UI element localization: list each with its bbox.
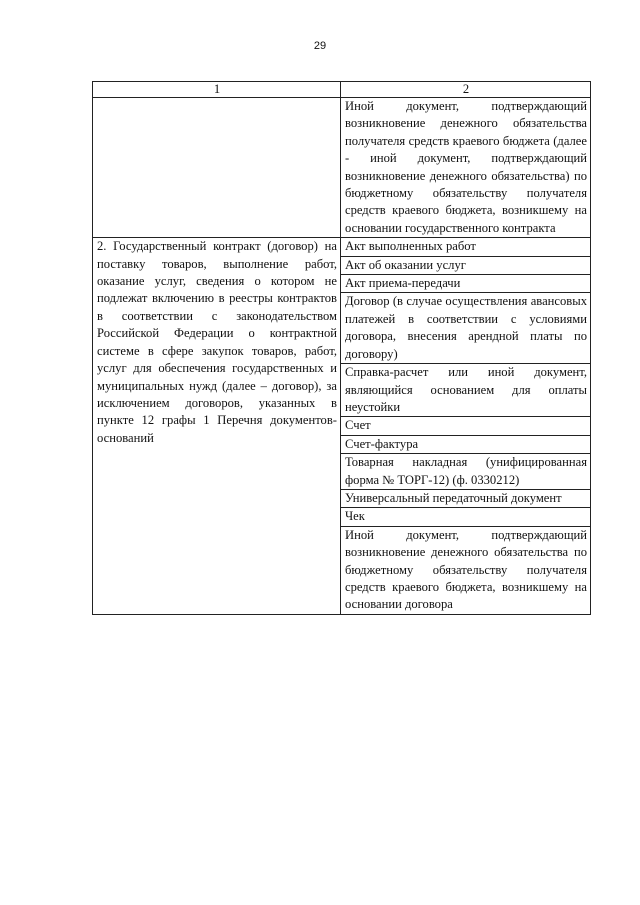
doc-cell: Акт приема-передачи xyxy=(341,275,591,293)
page-number: 29 xyxy=(313,40,327,52)
doc-cell: Акт об оказании услуг xyxy=(341,256,591,274)
doc-cell: Справка-расчет или иной документ, являющийся основанием для оплаты неустойки xyxy=(341,364,591,417)
column-1-header: 1 xyxy=(93,82,341,98)
continuation-col2-cell: Иной документ, подтверждающий возникновение денежного обязательства получателя средств краевого бюджета (далее - иной документ, подтверждающий возникновение денежного обязательства) по бюджетному обязательству получателя средств краевого бюджета, возникшему на основании государственного контракта xyxy=(341,98,591,238)
doc-cell: Чек xyxy=(341,508,591,526)
doc-cell: Иной документ, подтверждающий возникновение денежного обязательства по бюджетному обязательству получателя средств краевого бюджета, возникшему на основании договора xyxy=(341,526,591,614)
continuation-row xyxy=(93,98,591,238)
header-row xyxy=(93,82,591,98)
doc-cell: Товарная накладная (унифицированная форма № ТОРГ-12) (ф. 0330212) xyxy=(341,454,591,490)
continuation-col1-cell xyxy=(93,98,341,238)
doc-cell: Счет-фактура xyxy=(341,435,591,453)
doc-cell: Универсальный передаточный документ xyxy=(341,489,591,507)
doc-cell: Акт выполненных работ xyxy=(341,238,591,256)
item-2-row-1 xyxy=(93,238,591,256)
column-2-header: 2 xyxy=(341,82,591,98)
documents-table xyxy=(92,81,591,615)
item-2-description-cell: 2. Государственный контракт (договор) на поставку товаров, выполнение работ, оказание услуг, сведения о котором не подлежат включению в реестры контрактов в соответствии с законодательством Российской Федерации о контрактной системе в сфере закупок товаров, работ, услуг для обеспечения государственных и муниципальных нужд (далее – договор), за исключением договоров, указанных в пункте 12 графы 1 Перечня документов-оснований xyxy=(93,238,341,615)
doc-cell: Счет xyxy=(341,417,591,435)
doc-cell: Договор (в случае осуществления авансовых платежей в соответствии с условиями договора, внесения арендной платы по договору) xyxy=(341,293,591,364)
